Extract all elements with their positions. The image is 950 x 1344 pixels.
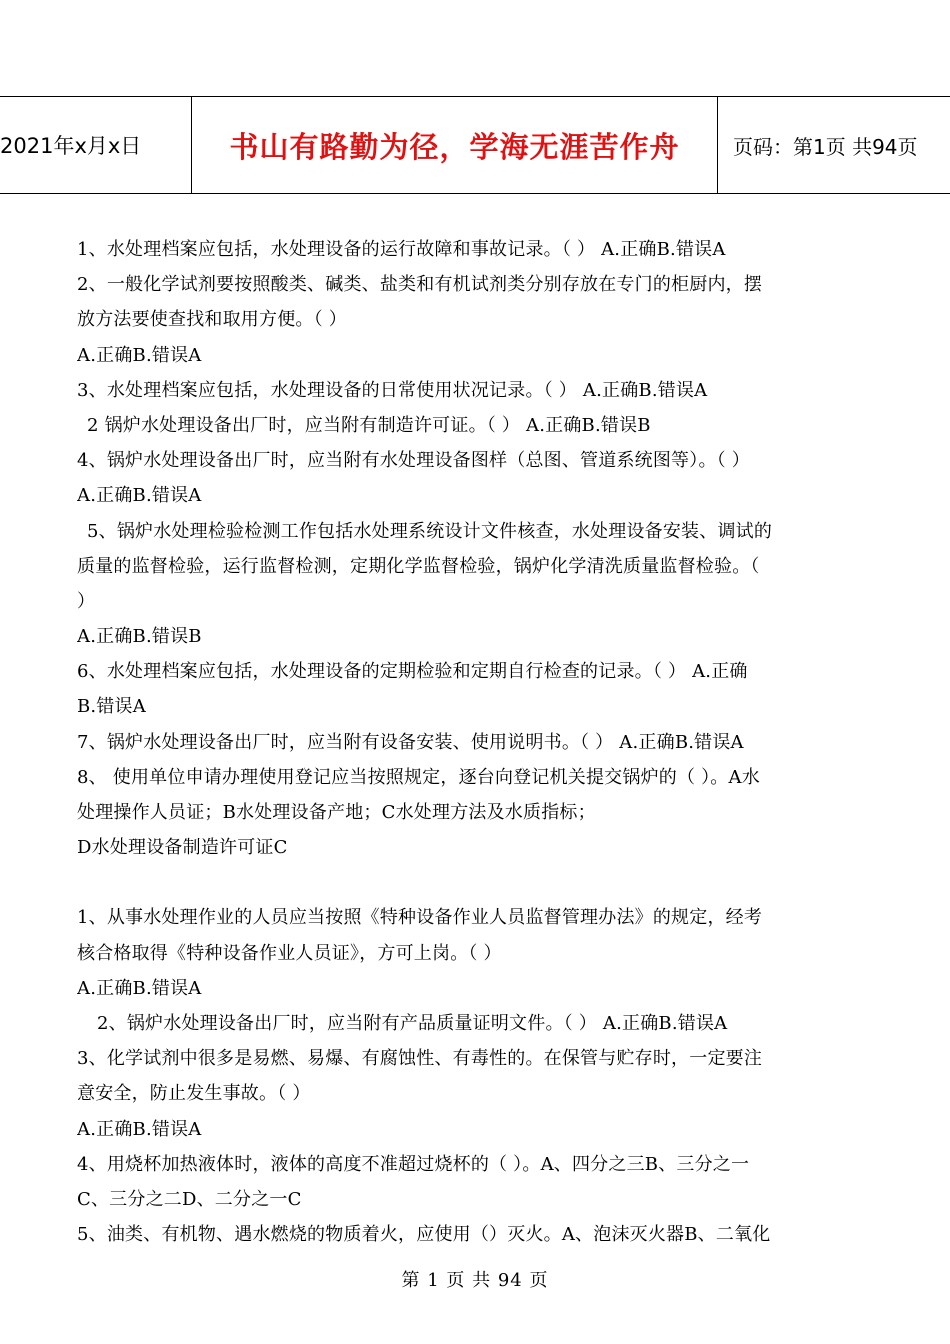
text-line: 质量的监督检验，运行监督检测，定期化学监督检验，锅炉化学清洗质量监督检验。（ [77,555,760,577]
text-line: 2、锅炉水处理设备出厂时，应当附有产品质量证明文件。（ ） A.正确B.错误A [97,1012,728,1034]
text-line: D水处理设备制造许可证C [77,837,288,859]
text-line: 2 锅炉水处理设备出厂时，应当附有制造许可证。（ ） A.正确B.错误B [87,414,651,436]
text-line: 4、锅炉水处理设备出厂时，应当附有水处理设备图样（总图、管道系统图等）。（ ） [77,450,750,472]
text-line: 意安全，防止发生事故。（ ） [77,1083,311,1105]
text-line: ） [77,590,96,612]
text-line: 7、锅炉水处理设备出厂时，应当附有设备安装、使用说明书。（ ） A.正确B.错误A [77,731,744,753]
text-line: 5、油类、有机物、遇水燃烧的物质着火，应使用（）灭火。A、泡沫灭火器B、二氧化 [77,1224,771,1246]
text-line: A.正确B.错误A [77,977,202,999]
text-line: 4、用烧杯加热液体时，液体的高度不准超过烧杯的（ ）。A、四分之三B、三分之一 [77,1153,750,1175]
text-line: 核合格取得《特种设备作业人员证》，方可上岗。（ ） [77,942,502,964]
header-page-info: 页码：第1页 共94页 [733,134,918,159]
text-line: 1、从事水处理作业的人员应当按照《特种设备作业人员监督管理办法》的规定，经考 [77,907,763,929]
header-date: 2021年x月x日 [0,134,142,158]
text-line: 放方法要使查找和取用方便。（ ） [77,309,347,331]
text-line: 2、一般化学试剂要按照酸类、碱类、盐类和有机试剂类分别存放在专门的柜厨内，摆 [77,274,763,296]
text-line: A.正确B.错误A [77,344,202,366]
document-body [77,232,857,1252]
page-header [0,96,950,194]
text-line: 3、水处理档案应包括，水处理设备的日常使用状况记录。（ ） A.正确B.错误A [77,379,708,401]
text-line: 3、化学试剂中很多是易燃、易爆、有腐蚀性、有毒性的。在保管与贮存时，一定要注 [77,1048,763,1070]
text-line: C、三分之二D、二分之一C [77,1188,302,1210]
text-line: A.正确B.错误A [77,485,202,507]
text-line: 6、水处理档案应包括，水处理设备的定期检验和定期自行检查的记录。（ ） A.正确 [77,661,748,683]
header-motto: 书山有路勤为径，学海无涯苦作舟 [191,97,718,193]
text-line: 8、 使用单位申请办理使用登记应当按照规定，逐台向登记机关提交锅炉的（ ）。A水 [77,766,760,788]
text-line: B.错误A [77,696,146,718]
text-line: 5、锅炉水处理检验检测工作包括水处理系统设计文件核查，水处理设备安装、调试的 [87,520,773,542]
text-line: 1、水处理档案应包括，水处理设备的运行故障和事故记录。（ ） A.正确B.错误A [77,239,726,260]
text-line: A.正确B.错误A [77,1118,202,1140]
block-spacer [77,865,857,900]
page-footer: 第 1 页 共 94 页 [401,1270,549,1291]
text-line: A.正确B.错误B [77,626,202,648]
text-line: 处理操作人员证；B水处理设备产地；C水处理方法及水质指标； [77,802,596,823]
question-block-2 [77,900,857,1252]
question-block-1 [77,232,857,865]
